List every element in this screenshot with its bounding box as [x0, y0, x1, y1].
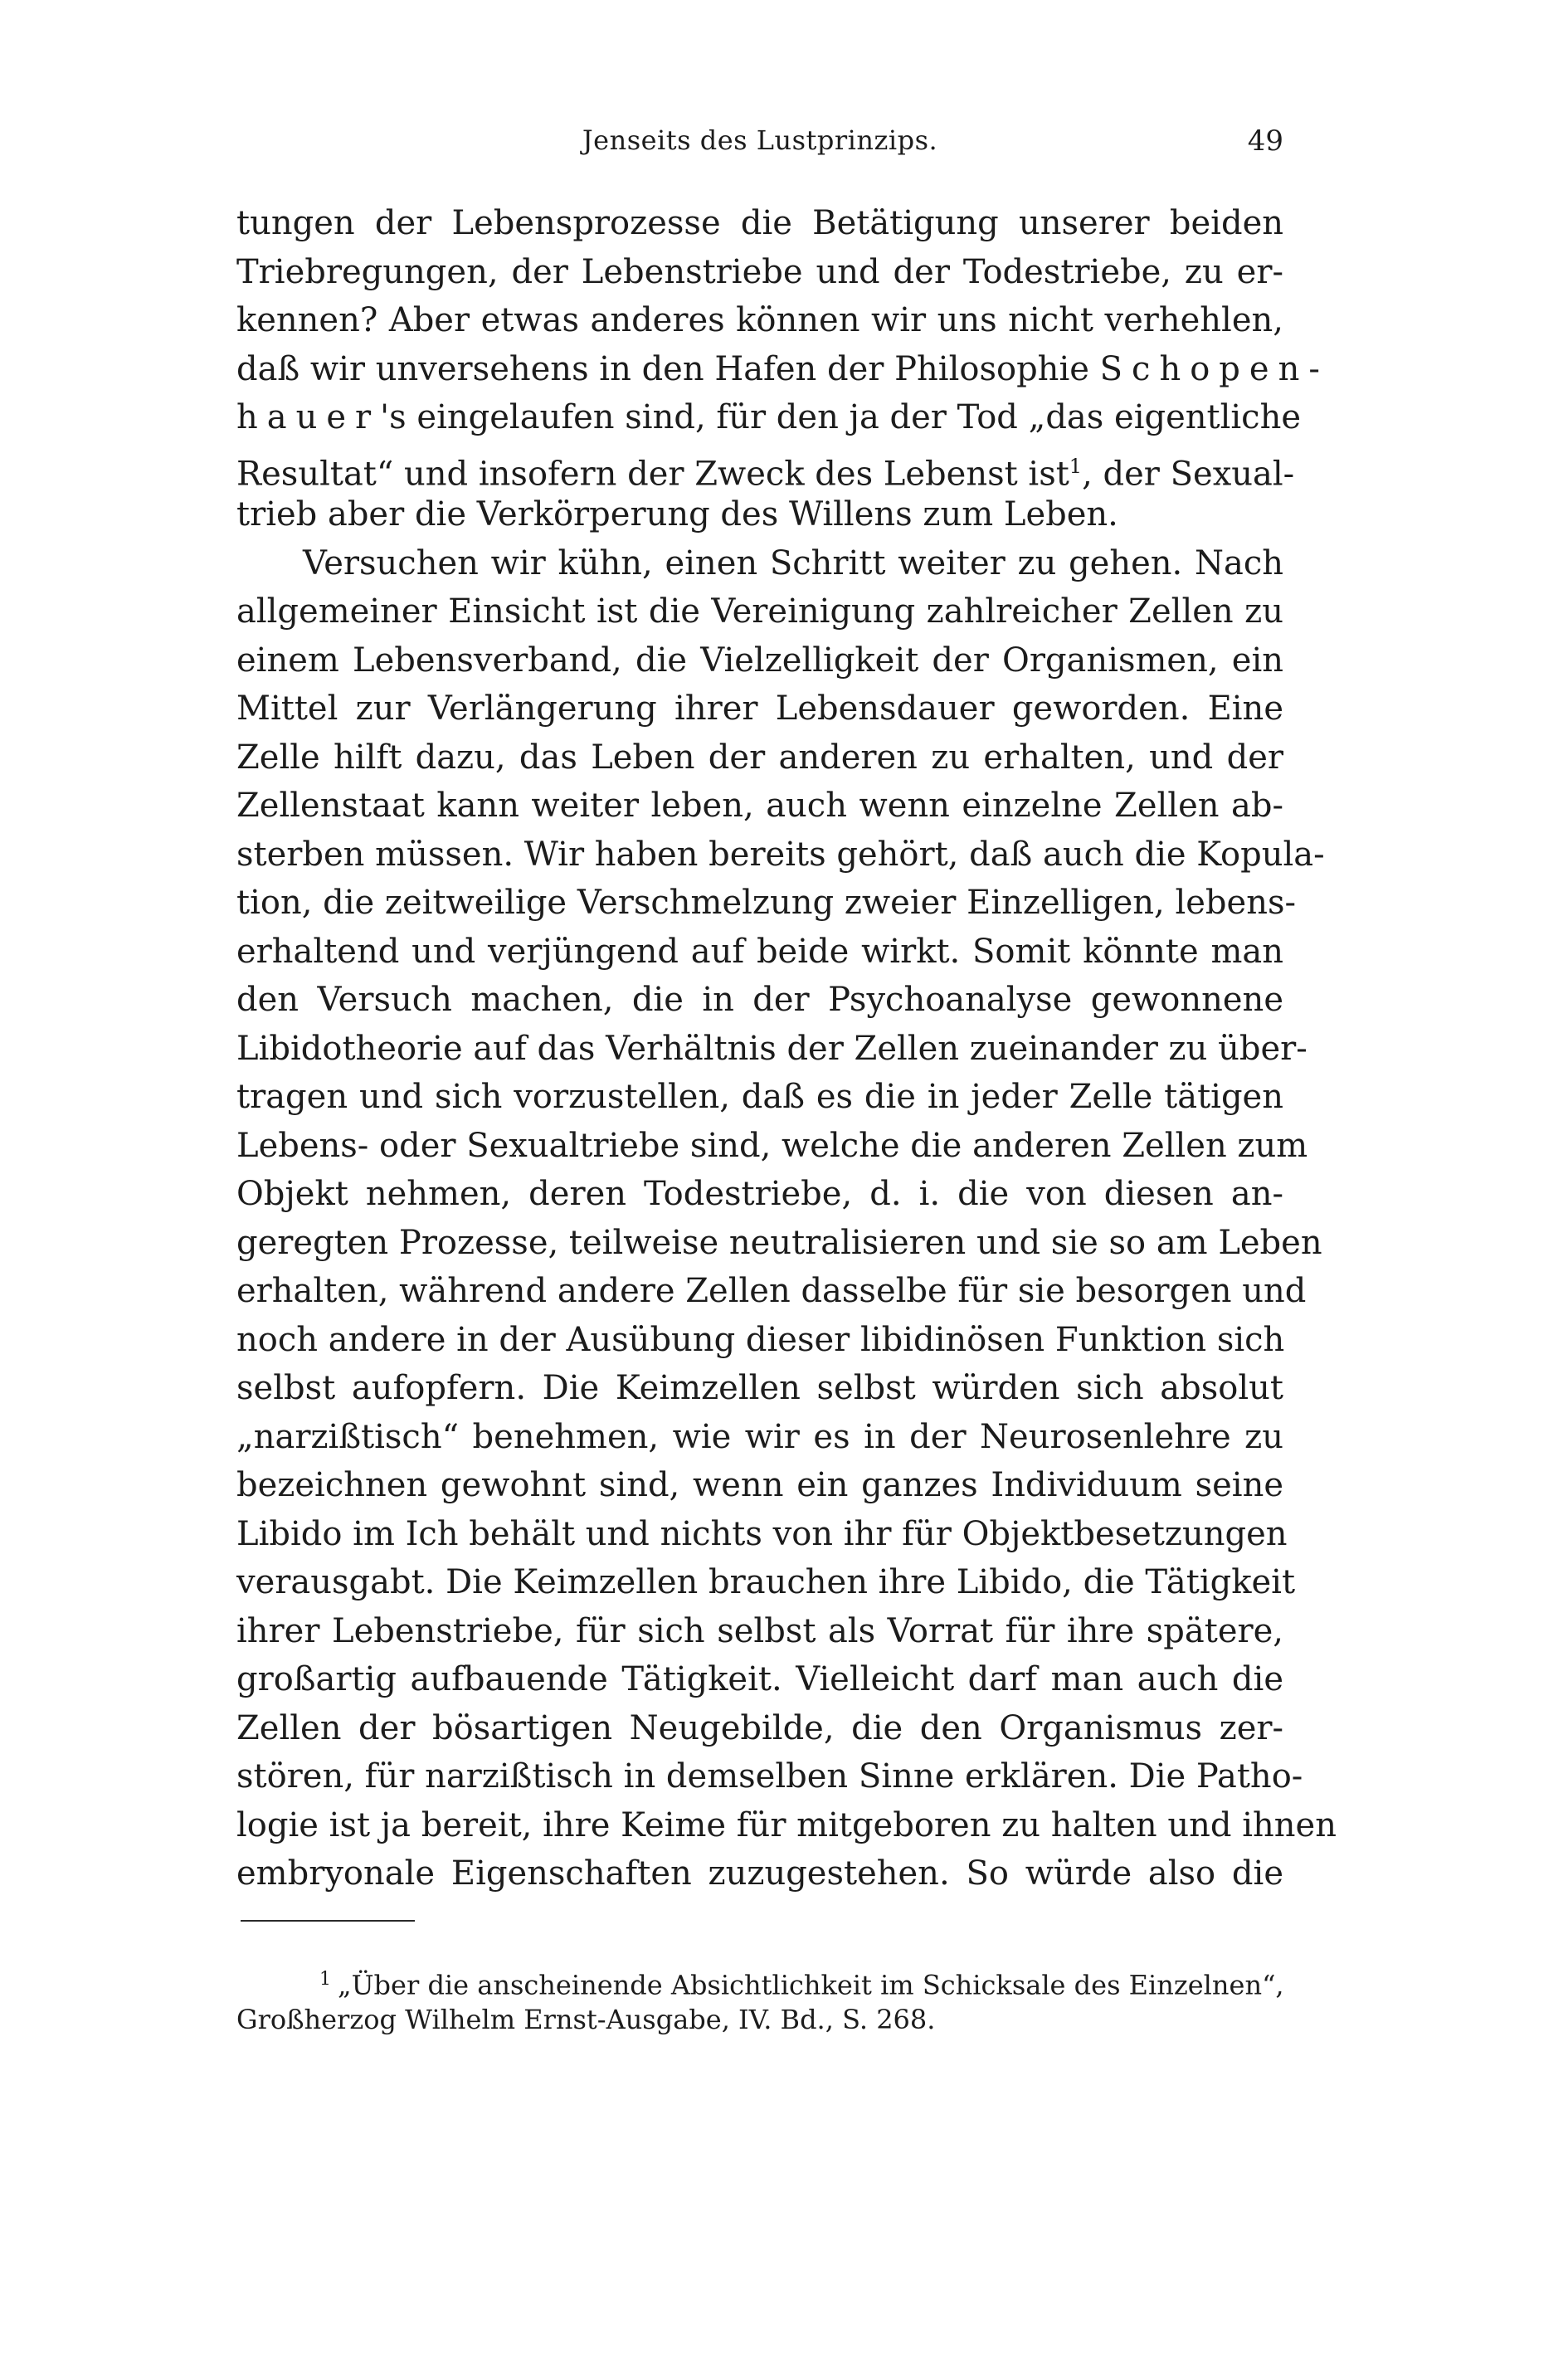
text-line: Objekt nehmen, deren Todestriebe, d. i. die von diesen an- [236, 1175, 1283, 1213]
text-line: kennen? Aber etwas anderes können wir uns nicht verhehlen, [236, 301, 1283, 339]
footnote-line [236, 1960, 1283, 2000]
text-line: Lebens- oder Sexualtriebe sind, welche die anderen Zellen zum [236, 1126, 1308, 1165]
text-fragment: Resultat“ und insofern der Zweck des Lebenst ist [236, 454, 1069, 493]
footnote-line: Großherzog Wilhelm Ernst-Ausgabe, IV. Bd., S. 268. [236, 2004, 936, 2035]
footnote-divider [241, 1920, 415, 1922]
text-line [236, 393, 1302, 442]
text-line: trieb aber die Verkörperung des Willens zum Leben. [236, 495, 1118, 534]
text-line: Versuchen wir kühn, einen Schritt weiter zu gehen. Nach [303, 543, 1283, 582]
text-line [236, 345, 1329, 394]
text-line: erhalten, während andere Zellen dasselbe für sie besorgen und [236, 1272, 1307, 1310]
text-line: stören, für narzißtisch in demselben Sinne erklären. Die Patho- [236, 1757, 1303, 1795]
text-line: tragen und sich vorzustellen, daß es die in jeder Zelle tätigen [236, 1078, 1283, 1116]
text-line: logie ist ja bereit, ihre Keime für mitgeboren zu halten und ihnen [236, 1805, 1337, 1844]
footnote [236, 1960, 1283, 2039]
text-line: Triebregungen, der Lebenstriebe und der Todestriebe, zu er- [236, 252, 1283, 291]
text-line: verausgabt. Die Keimzellen brauchen ihre Libido, die Tätigkeit [236, 1563, 1296, 1601]
emphasized-name: hauer [236, 398, 381, 436]
text-line: geregten Prozesse, teilweise neutralisieren und sie so am Leben [236, 1223, 1322, 1262]
text-fragment: , der Sexual- [1082, 454, 1295, 493]
text-line: bezeichnen gewohnt sind, wenn ein ganzes Individuum seine [236, 1466, 1283, 1504]
text-line: einem Lebensverband, die Vielzelligkeit der Organismen, ein [236, 641, 1283, 680]
text-line: „narzißtisch“ benehmen, wie wir es in der Neurosenlehre zu [236, 1417, 1283, 1456]
text-line: Mittel zur Verlängerung ihrer Lebensdauer geworden. Eine [236, 689, 1283, 728]
text-line: tungen der Lebensprozesse die Betätigung unserer beiden [236, 204, 1283, 242]
text-line: Zellenstaat kann weiter leben, auch wenn einzelne Zellen ab- [236, 787, 1283, 825]
text-line: tion, die zeitweilige Verschmelzung zweier Einzelligen, lebens- [236, 884, 1297, 922]
text-line: noch andere in der Ausübung dieser libidinösen Funktion sich [236, 1320, 1285, 1359]
running-header [236, 124, 1283, 174]
text-line [236, 442, 1295, 493]
page-number: 49 [1247, 124, 1283, 158]
text-line: Zellen der bösartigen Neugebilde, die den Organismus zer- [236, 1708, 1283, 1747]
text-fragment: daß wir unversehens in den Hafen der Philosophie [236, 349, 1089, 388]
footnote-text: „Über die anscheinende Absichtlichkeit im Schicksale des Einzelnen“, [338, 1969, 1284, 2001]
footnote-reference: 1 [1069, 454, 1083, 478]
text-line: sterben müssen. Wir haben bereits gehört, daß auch die Kopula- [236, 835, 1325, 874]
text-line: allgemeiner Einsicht ist die Vereinigung zahlreicher Zellen zu [236, 592, 1283, 631]
text-line: embryonale Eigenschaften zuzugestehen. So würde also die [236, 1854, 1283, 1893]
text-line: selbst aufopfern. Die Keimzellen selbst würden sich absolut [236, 1369, 1283, 1407]
text-line: erhaltend und verjüngend auf beide wirkt. Somit könnte man [236, 932, 1283, 971]
text-line: ihrer Lebenstriebe, für sich selbst als Vorrat für ihre spätere, [236, 1611, 1283, 1650]
text-fragment: 's eingelaufen sind, für den ja der Tod „das eigentliche [380, 398, 1302, 436]
running-title: Jenseits des Lustprinzips. [582, 124, 938, 156]
main-text [236, 199, 1337, 1898]
text-line: großartig aufbauende Tätigkeit. Vielleicht darf man auch die [236, 1660, 1283, 1698]
footnote-marker: 1 [319, 1969, 331, 1990]
text-line: den Versuch machen, die in der Psychoanalyse gewonnene [236, 981, 1283, 1019]
text-line: Libidotheorie auf das Verhältnis der Zellen zueinander zu über- [236, 1029, 1307, 1068]
text-line: Zelle hilft dazu, das Leben der anderen zu erhalten, und der [236, 738, 1283, 777]
emphasized-name: Schopen- [1099, 349, 1329, 388]
text-line: Libido im Ich behält und nichts von ihr für Objektbesetzungen [236, 1514, 1288, 1553]
